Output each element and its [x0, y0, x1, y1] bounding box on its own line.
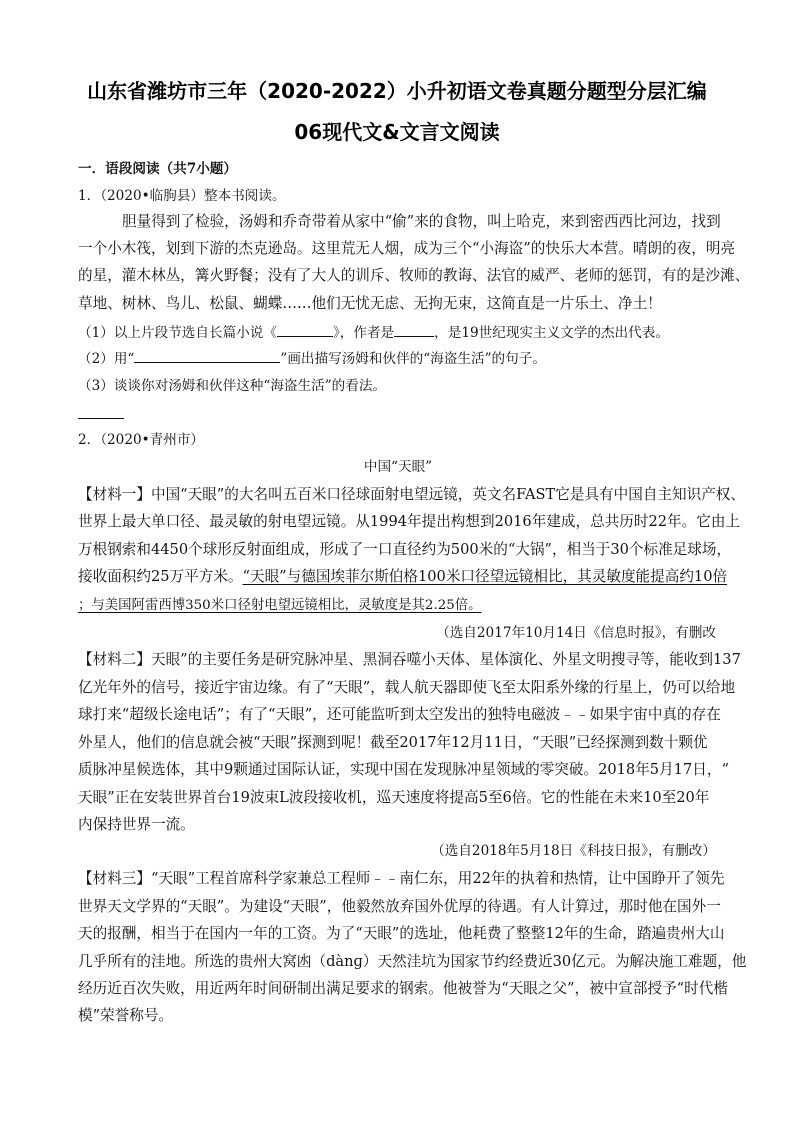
material-3-line-1: 【材料三】“天眼”工程首席科学家兼总工程师﹣﹣南仁东，用22年的执着和热情，让中国睁开了领先 [78, 870, 725, 887]
material-1-source: （选自2017年10月14日《信息时报》，有删改 [436, 625, 716, 641]
material-3-line-6: 模”荣誉称号。 [78, 1007, 174, 1024]
q1-passage-line-1: 胆量得到了检验，汤姆和乔奇带着从家中“偷”来的食物，叫上哈克，来到密西西比河边，找到 [122, 213, 721, 230]
material-2-line-1: 【材料二】天眼”的主要任务是研究脉冲星、黑洞吞噬小天体、星体演化、外星文明搜寻等，能收到137 [78, 651, 741, 668]
author-blank[interactable] [394, 322, 434, 337]
material-2-line-5: 质脉冲星候选体，其中9颗通过国际认证，实现中国在发现脉冲星领域的零突破。2018年5月17日，“ [78, 761, 729, 778]
material-2-line-4: 外星人，他们的信息就会被“天眼”探测到呢！截至2017年12月11日，“天眼”已经探测到数十颗优 [78, 734, 708, 751]
q1-passage-line-2: 一个小木筏，划到下游的杰克逊岛。这里荒无人烟，成为三个“小海盗”的快乐大本营。晴朗的夜，明亮 [78, 240, 736, 257]
answer-blank-line[interactable] [78, 418, 124, 419]
material-3-line-3: 天的报酬，相当于在国内一年的工资。为了“天眼”的选址，他耗费了整整12年的生命，踏遍贵州大山 [78, 925, 725, 942]
material-3-line-5: 经历近百次失败，用近两年时间研制出满足要求的钢索。他被誉为“天眼之父”，被中宣部授予“时代楷 [78, 980, 728, 997]
q1-sub1-text-b: 》，作者是 [332, 325, 395, 341]
material-1-line-2: 世界上最大单口径、最灵敏的射电望远镜。从1994年提出构想到2016年建成，总共历时22年。它由上 [78, 513, 741, 530]
material-2-line-3: 球打来“超级长途电话”；有了“天眼”，还可能监听到太空发出的独特电磁波﹣﹣如果宇宙中真的存在 [78, 706, 721, 723]
material-3-line-2: 世界天文学界的“天眼”。为建设“天眼”，他毅然放弃国外优厚的待遇。有人计算过，那时他在国外一 [78, 898, 721, 915]
q1-passage-line-4: 草地、树林、鸟儿、松鼠、蝴蝶……他们无忧无虑、无拘无束，这简直是一片乐土、净土！ [78, 295, 662, 312]
q1-sub1-text-a: （1）以上片段节选自长篇小说《 [78, 325, 277, 341]
material-2-source: （选自2018年5月18日《科技日报》，有删改） [431, 843, 716, 859]
material-2-line-6: 天眼”正在安装世界首台19波束L波段接收机，巡天速度将提高5至6倍。它的性能在未来10至20年 [78, 789, 710, 806]
q1-sub2-text-b: ”画出描写汤姆和伙伴的“海盗生活”的句子。 [280, 351, 546, 367]
material-1-line-4 [78, 567, 728, 587]
material-1-line-1: 【材料一】中国“天眼”的大名叫五百米口径球面射电望远镜，英文名FAST它是具有中国自主知识产权、 [78, 486, 745, 503]
material-2-line-2: 亿光年外的信号，接近宇宙边缘。有了“天眼”，载人航天器即使飞至太阳系外缘的行星上，仍可以给地 [78, 679, 736, 696]
q1-subquestion-2 [78, 348, 718, 369]
q1-passage-line-3: 的星，灌木林丛，篝火野餐；没有了大人的训斥、牧师的教诲、法官的威严、老师的惩罚，有的是沙滩、 [78, 267, 750, 284]
document-title: 山东省潍坊市三年（2020-2022）小升初语文卷真题分题型分层汇编 [87, 79, 707, 103]
material-1-line-5: ；与美国阿雷西博350米口径射电望远镜相比，灵敏度是其2.25倍。 [78, 598, 482, 613]
material-2-line-7: 内保持世界一流。 [78, 816, 195, 833]
material-3-line-4: 几乎所有的洼地。所选的贵州大窝凼（dànɡ）天然洼坑为国家节约经费近30亿元。为解决施工难题，他 [78, 953, 747, 970]
section-heading: 一．语段阅读（共7小题） [78, 161, 237, 177]
material-1-underlined-sentence: “天眼”与德国埃菲尔斯伯格100米口径望远镜相比，其灵敏度能提高约10倍 [242, 568, 728, 585]
material-1-line-3: 万根钢索和4450个球形反射面组成，形成了一口直径约为500米的“大锅”，相当于30个标准足球场， [78, 541, 732, 558]
book-title-blank[interactable] [277, 322, 333, 337]
underline-marker-blank [134, 348, 280, 363]
article-title: 中国“天眼” [363, 459, 433, 475]
q1-sub2-text-a: （2）用“ [78, 351, 135, 367]
document-subtitle: 06现代文&文言文阅读 [294, 120, 500, 144]
q1-subquestion-1 [78, 322, 718, 343]
question-1-number: 1．（2020•临朐县）整本书阅读。 [78, 188, 286, 204]
question-2-number: 2．（2020•青州市） [78, 432, 205, 448]
q1-subquestion-3: （3）谈谈你对汤姆和伙伴这种“海盗生活”的看法。 [78, 378, 387, 394]
material-1-line-4-plain: 接收面积约25万平方米。 [78, 568, 243, 585]
q1-sub1-text-c: ，是19世纪现实主义文学的杰出代表。 [434, 325, 669, 341]
